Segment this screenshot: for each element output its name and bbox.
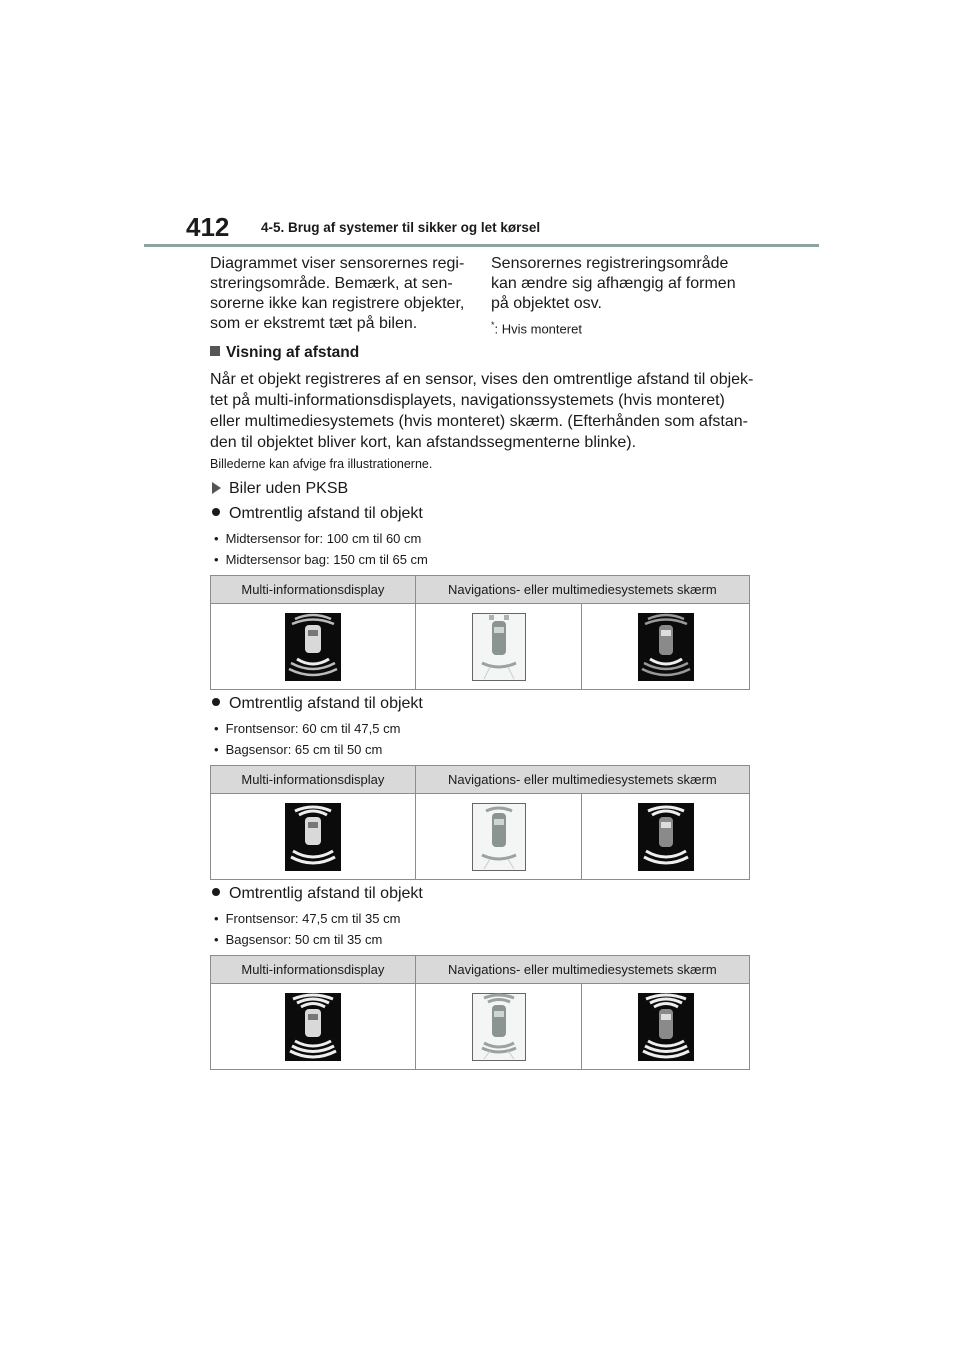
- nav-screen-dark-cell: [582, 604, 750, 690]
- mid-display-image: [285, 613, 341, 681]
- mid-screen-cell: [211, 984, 416, 1070]
- block-heading-text: Omtrentlig afstand til objekt: [229, 695, 423, 712]
- nav-display-image: [472, 613, 526, 681]
- display-table: [210, 575, 750, 690]
- bullet-dot-icon: [212, 508, 220, 516]
- footnote-mark: *: [491, 320, 495, 330]
- list-item-text: Midtersensor for: 100 cm til 60 cm: [225, 531, 422, 546]
- display-table: [210, 955, 750, 1070]
- mid-screen-cell: [211, 794, 416, 880]
- list-item: • Frontsensor: 60 cm til 47,5 cm: [214, 721, 401, 736]
- table-header-nav: Navigations- eller multimediesystemets skærm: [415, 766, 749, 794]
- section-heading-text: Visning af afstand: [226, 344, 360, 361]
- list-item-text: Frontsensor: 60 cm til 47,5 cm: [225, 721, 401, 736]
- mid-display-image: [285, 803, 341, 871]
- display-table: [210, 765, 750, 880]
- nav-screen-dark-cell: [582, 794, 750, 880]
- nav-dark-display-image: [638, 613, 694, 681]
- list-item: • Midtersensor bag: 150 cm til 65 cm: [214, 552, 428, 567]
- nav-screen-cell: [415, 794, 582, 880]
- list-item: • Midtersensor for: 100 cm til 60 cm: [214, 531, 422, 546]
- list-item-text: Midtersensor bag: 150 cm til 65 cm: [225, 552, 428, 567]
- nav-screen-dark-cell: [582, 984, 750, 1070]
- list-item-text: Bagsensor: 50 cm til 35 cm: [225, 932, 383, 947]
- nav-display-image: [472, 993, 526, 1061]
- page-number: 412: [186, 212, 230, 242]
- footnote-text: : Hvis monteret: [494, 321, 582, 337]
- table-header-mid: Multi-informationsdisplay: [211, 576, 416, 604]
- table-header-nav: Navigations- eller multimediesystemets skærm: [415, 956, 749, 984]
- nav-screen-cell: [415, 984, 582, 1070]
- mid-screen-cell: [211, 604, 416, 690]
- subheading-text: Biler uden PKSB: [229, 480, 349, 497]
- nav-display-image: [472, 803, 526, 871]
- list-item: • Bagsensor: 50 cm til 35 cm: [214, 932, 383, 947]
- table-header-mid: Multi-informationsdisplay: [211, 956, 416, 984]
- illustration-note: Billederne kan afvige fra illustrationerne.: [210, 457, 433, 471]
- table-header-nav: Navigations- eller multimediesystemets skærm: [415, 576, 749, 604]
- header-divider: [144, 244, 819, 247]
- list-item: • Bagsensor: 65 cm til 50 cm: [214, 742, 383, 757]
- nav-dark-display-image: [638, 993, 694, 1061]
- bullet-dot-icon: [212, 698, 220, 706]
- block-heading: [212, 695, 423, 713]
- square-bullet-icon: [210, 346, 220, 356]
- intro-left-paragraph: Diagrammet viser sensorernes regi-streringsområde. Bemærk, at sen-sorerne ikke kan registrere objekter, som er ekstremt tæt på bilen.: [210, 255, 465, 332]
- intro-right-paragraph: Sensorernes registreringsområde kan ændre sig afhængig af formen på objektet osv.: [491, 255, 736, 312]
- nav-dark-display-image: [638, 803, 694, 871]
- triangle-arrow-icon: [212, 482, 221, 494]
- list-item-text: Bagsensor: 65 cm til 50 cm: [225, 742, 383, 757]
- footnote: [491, 320, 582, 336]
- list-item: • Frontsensor: 47,5 cm til 35 cm: [214, 911, 401, 926]
- block-heading: [212, 505, 423, 523]
- table-header-mid: Multi-informationsdisplay: [211, 766, 416, 794]
- section-heading: [210, 344, 359, 362]
- nav-screen-cell: [415, 604, 582, 690]
- subheading: [212, 480, 348, 498]
- bullet-dot-icon: [212, 888, 220, 896]
- mid-display-image: [285, 993, 341, 1061]
- block-heading-text: Omtrentlig afstand til objekt: [229, 505, 423, 522]
- block-heading: [212, 885, 423, 903]
- list-item-text: Frontsensor: 47,5 cm til 35 cm: [225, 911, 401, 926]
- chapter-title: 4-5. Brug af systemer til sikker og let kørsel: [261, 220, 541, 235]
- block-heading-text: Omtrentlig afstand til objekt: [229, 885, 423, 902]
- section-body: Når et objekt registreres af en sensor, vises den omtrentlige afstand til objek-tet på multi-informationsdisplayets, navigationssystemets (hvis monteret) eller multimediesystemets (hvis monteret) skærm. (Efterhånden som afstan-den til objektet bliver kort, kan afstandssegmenterne blinke).: [210, 371, 754, 451]
